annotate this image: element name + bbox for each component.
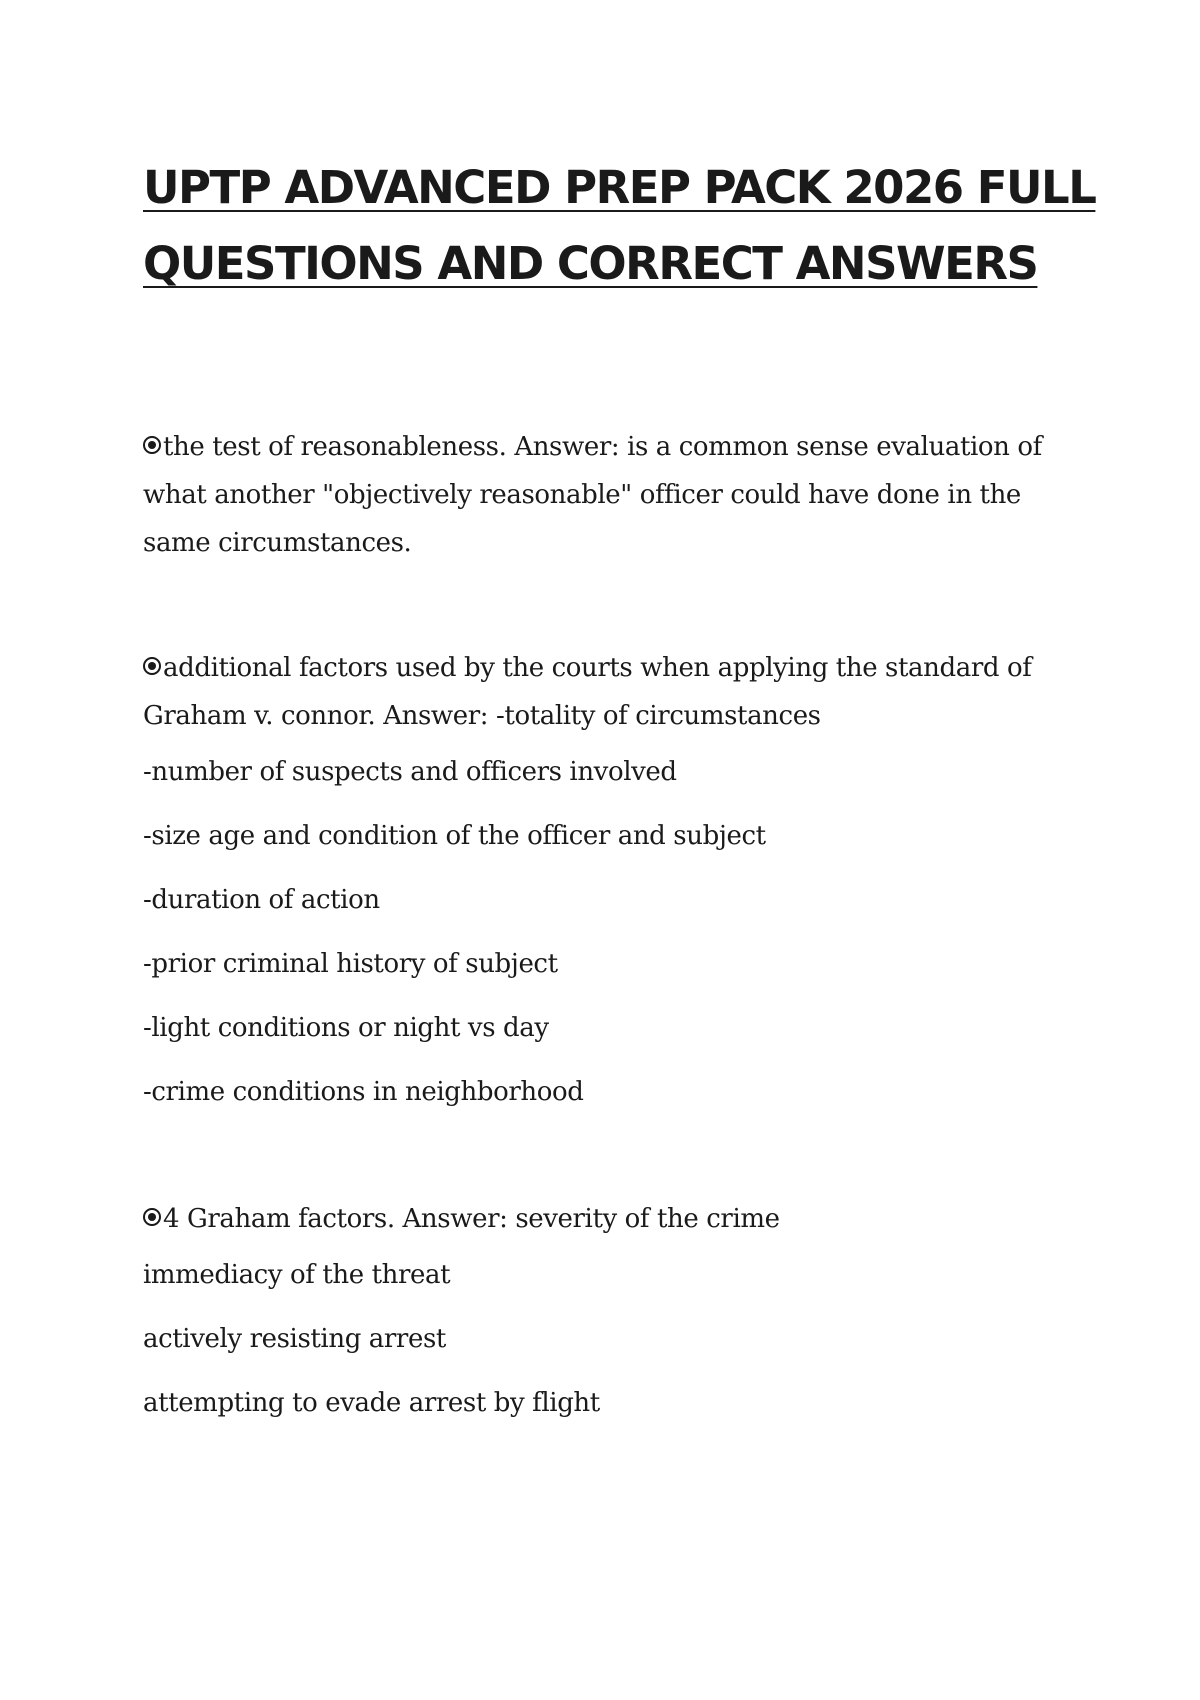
answer-line: attempting to evade arrest by flight bbox=[143, 1388, 600, 1418]
title-line bbox=[143, 226, 1063, 302]
qa-text: additional factors used by the courts when applying the standard of Graham v. connor. Answer: -totality of circumstances bbox=[143, 653, 1032, 731]
answer-line: -number of suspects and officers involved bbox=[143, 757, 677, 787]
radio-bullet-icon bbox=[143, 436, 161, 454]
radio-bullet-icon bbox=[143, 1208, 161, 1226]
answer-line: immediacy of the threat bbox=[143, 1260, 451, 1290]
qa-question-answer bbox=[143, 423, 1063, 567]
qa-item bbox=[143, 1195, 1063, 1435]
answer-line: -light conditions or night vs day bbox=[143, 1013, 549, 1043]
qa-question-answer bbox=[143, 644, 1063, 740]
qa-text: the test of reasonableness. Answer: is a common sense evaluation of what another "objectively reasonable" officer could have done in the same circumstances. bbox=[143, 432, 1042, 558]
title-line bbox=[143, 150, 1096, 226]
qa-item bbox=[143, 644, 1063, 1124]
qa-text: 4 Graham factors. Answer: severity of the crime bbox=[163, 1204, 780, 1234]
qa-item bbox=[143, 423, 1063, 567]
radio-bullet-icon bbox=[143, 657, 161, 675]
qa-list bbox=[143, 423, 1063, 1435]
qa-question-answer bbox=[143, 1195, 1063, 1243]
answer-line: -duration of action bbox=[143, 885, 380, 915]
document-title bbox=[143, 150, 1096, 302]
answer-line: -size age and condition of the officer and subject bbox=[143, 821, 766, 851]
answer-line: actively resisting arrest bbox=[143, 1324, 446, 1354]
answer-line: -prior criminal history of subject bbox=[143, 949, 558, 979]
title-line-text: QUESTIONS AND CORRECT ANSWERS bbox=[143, 237, 1038, 290]
title-line-text: UPTP ADVANCED PREP PACK 2026 FULL bbox=[143, 161, 1096, 214]
answer-line: -crime conditions in neighborhood bbox=[143, 1077, 584, 1107]
